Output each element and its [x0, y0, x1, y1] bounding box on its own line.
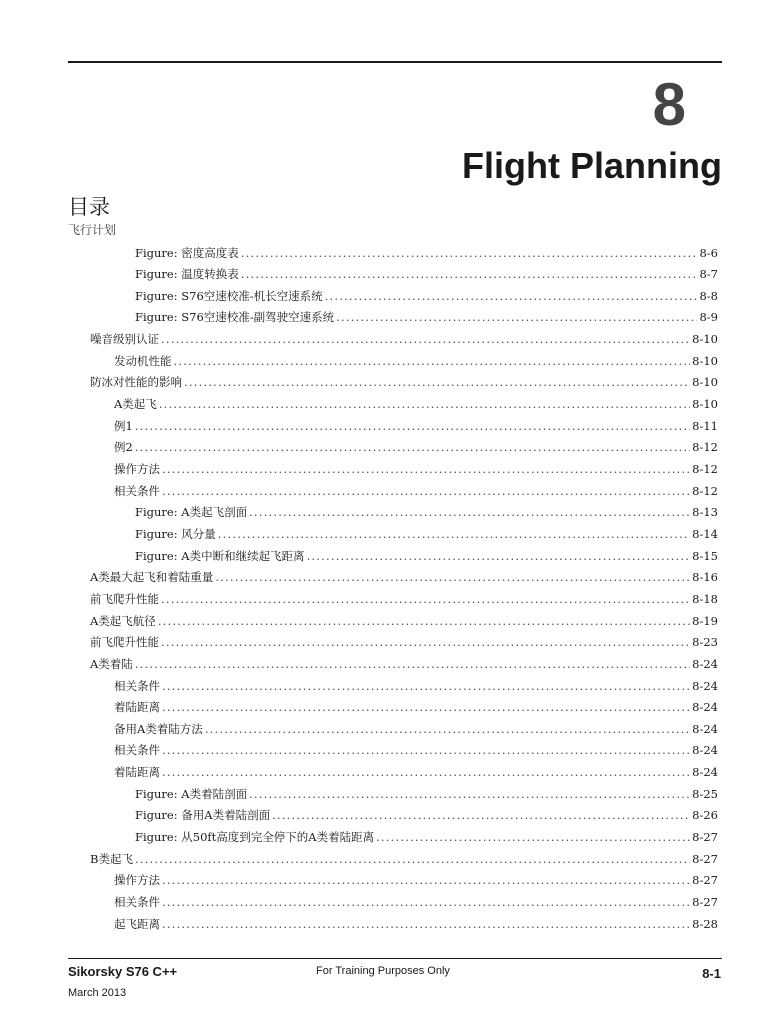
toc-entry[interactable]	[135, 307, 718, 328]
toc-leader-dots	[162, 917, 690, 931]
toc-entry-label: 相关条件	[114, 483, 160, 498]
toc-entry-label: Figure: S76空速校准-副驾驶空速系统	[135, 310, 335, 325]
toc-leader-dots	[162, 873, 690, 887]
toc-entry-label: Figure: A类着陆剖面	[135, 786, 248, 801]
toc-entry[interactable]	[135, 242, 718, 263]
toc-leader-dots	[135, 852, 690, 866]
toc-entry-label: Figure: 备用A类着陆剖面	[135, 808, 271, 823]
footer-date: March 2013	[68, 987, 127, 999]
toc-entry[interactable]	[114, 697, 718, 718]
toc-entry-page: 8-18	[692, 591, 718, 606]
toc-entry-page: 8-26	[692, 808, 718, 823]
toc-entry-label: A类最大起飞和着陆重量	[90, 570, 214, 585]
toc-entry[interactable]	[135, 783, 718, 804]
footer-notice: For Training Purposes Only	[316, 965, 450, 977]
toc-entry-label: A类起飞航径	[90, 613, 156, 628]
toc-entry[interactable]	[135, 285, 718, 306]
chapter-number: 8	[652, 71, 686, 138]
toc-entry-label: Figure: S76空速校准-机长空速系统	[135, 288, 323, 303]
toc-leader-dots	[215, 570, 690, 584]
toc-entry-label: 前飞爬升性能	[90, 591, 159, 606]
toc-leader-dots	[376, 830, 690, 844]
toc-entry-label: 相关条件	[114, 678, 160, 693]
toc-entry-page: 8-14	[692, 526, 718, 541]
toc-entry-label: B类起飞	[90, 851, 133, 866]
toc-entry-page: 8-8	[699, 288, 718, 303]
footer-rule	[68, 958, 722, 959]
toc-entry-page: 8-12	[692, 462, 718, 476]
toc-leader-dots	[162, 765, 690, 779]
toc-leader-dots	[135, 419, 690, 433]
toc-entry[interactable]	[90, 610, 718, 631]
toc-entry[interactable]	[114, 415, 718, 436]
toc-entry-page: 8-24	[692, 678, 718, 693]
toc-entry-page: 8-19	[692, 613, 718, 628]
toc-leader-dots	[174, 354, 691, 368]
toc-leader-dots	[162, 679, 690, 693]
toc-entry[interactable]	[114, 913, 718, 934]
footer-page-number: 8-1	[702, 966, 721, 981]
toc-entry-label: Figure: A类中断和继续起飞距离	[135, 548, 305, 563]
chapter-title: Flight Planning	[462, 145, 722, 186]
toc-entry-label: 相关条件	[114, 895, 160, 909]
toc-entry-page: 8-27	[692, 851, 718, 866]
toc-leader-dots	[161, 592, 690, 606]
toc-leader-dots	[336, 310, 697, 324]
toc-leader-dots	[241, 267, 698, 281]
toc-entry-label: A类着陆	[90, 656, 133, 671]
toc-entry[interactable]	[135, 805, 718, 826]
toc-entry-label: Figure: A类起飞剖面	[135, 505, 248, 520]
toc-subheading[interactable]: 飞行计划	[68, 223, 117, 237]
toc-entry[interactable]	[114, 437, 718, 458]
toc-entry-label: Figure: 温度转换表	[135, 267, 239, 282]
toc-entry-page: 8-12	[692, 440, 718, 455]
toc-entry-label: 操作方法	[114, 462, 160, 476]
toc-entry-page: 8-10	[692, 332, 718, 347]
toc-entry-page: 8-15	[692, 548, 718, 563]
toc-leader-dots	[325, 289, 698, 303]
toc-leader-dots	[135, 657, 690, 671]
toc-entry[interactable]	[135, 264, 718, 285]
toc-entry-page: 8-10	[692, 397, 718, 412]
toc-entry-page: 8-6	[699, 245, 718, 260]
toc-entry[interactable]	[114, 762, 718, 783]
toc-entry[interactable]	[114, 350, 718, 371]
toc-leader-dots	[272, 808, 690, 822]
toc-entry[interactable]	[114, 394, 718, 415]
toc-entry-label: Figure: 风分量	[135, 526, 216, 541]
toc-leader-dots	[184, 375, 690, 389]
footer-aircraft: Sikorsky S76 C++	[68, 964, 178, 979]
toc-entry[interactable]	[90, 372, 718, 393]
toc-entry-label: 着陆距离	[114, 700, 160, 715]
toc-entry[interactable]	[90, 848, 718, 869]
toc-entry-page: 8-10	[692, 353, 718, 368]
toc-entry-page: 8-10	[692, 375, 718, 390]
toc-entry-label: 备用A类着陆方法	[114, 721, 203, 736]
toc-leader-dots	[159, 397, 690, 411]
toc-entry-label: 发动机性能	[114, 353, 172, 368]
toc-entry-label: 着陆距离	[114, 765, 160, 780]
toc-entry[interactable]	[135, 523, 718, 544]
toc-leader-dots	[161, 332, 690, 346]
toc-entry-page: 8-25	[692, 786, 718, 801]
toc-entry-label: 相关条件	[114, 743, 160, 758]
toc-entry-page: 8-7	[699, 267, 718, 282]
toc-entry-label: 起飞距离	[114, 916, 160, 931]
toc-entry[interactable]	[135, 827, 718, 848]
toc-entry-label: Figure: 从50ft高度到完全停下的A类着陆距离	[135, 830, 375, 845]
toc-entry-label: Figure: 密度高度表	[135, 245, 239, 260]
toc-leader-dots	[218, 527, 690, 541]
toc-entry[interactable]	[114, 459, 718, 480]
toc-entry-page: 8-9	[699, 310, 718, 325]
toc-entry-page: 8-24	[692, 721, 718, 736]
toc-entry-page: 8-24	[692, 743, 718, 758]
toc-entry-page: 8-27	[692, 895, 718, 909]
toc-leader-dots	[162, 895, 690, 909]
toc-leader-dots	[162, 700, 690, 714]
toc-leader-dots	[249, 787, 690, 801]
toc-entry-page: 8-16	[692, 570, 718, 585]
toc-entry-page: 8-23	[692, 635, 718, 650]
toc-entry-page: 8-12	[692, 483, 718, 498]
toc-entry[interactable]	[114, 870, 718, 891]
toc-leader-dots	[161, 635, 690, 649]
toc-entry-label: 前飞爬升性能	[90, 635, 159, 650]
toc-leader-dots	[135, 440, 690, 454]
toc-leader-dots	[205, 722, 690, 736]
toc-entry-label: A类起飞	[114, 397, 157, 412]
toc-entry-page: 8-28	[692, 916, 718, 931]
toc-heading: 目录	[68, 195, 110, 219]
toc-entry-page: 8-27	[692, 873, 718, 888]
toc-entry-page: 8-11	[692, 418, 718, 433]
toc-entry[interactable]	[114, 740, 718, 761]
header-rule	[68, 61, 722, 63]
toc-entry[interactable]	[114, 480, 718, 501]
toc-entry-label: 例1	[114, 418, 133, 433]
toc-entry[interactable]	[90, 588, 718, 609]
toc-leader-dots	[162, 462, 690, 476]
toc-leader-dots	[249, 505, 690, 519]
toc-leader-dots	[162, 484, 690, 498]
toc-entry[interactable]	[114, 892, 718, 913]
toc-entry-label: 防冰对性能的影响	[90, 375, 182, 390]
toc-entry[interactable]	[114, 675, 718, 696]
toc-entry-page: 8-13	[692, 505, 718, 520]
toc-entry[interactable]	[90, 653, 718, 674]
toc-leader-dots	[158, 614, 690, 628]
toc-entry[interactable]	[90, 567, 718, 588]
toc-entry[interactable]	[135, 502, 718, 523]
toc-entry[interactable]	[90, 329, 718, 350]
toc-entry-page: 8-24	[692, 700, 718, 715]
toc-entry-page: 8-24	[692, 765, 718, 780]
toc-leader-dots	[162, 743, 690, 757]
toc-leader-dots	[241, 246, 698, 260]
toc-entry-label: 操作方法	[114, 873, 160, 888]
toc-entry[interactable]	[114, 718, 718, 739]
toc-entry[interactable]	[135, 545, 718, 566]
toc-entry-page: 8-24	[692, 656, 718, 671]
toc-leader-dots	[307, 549, 691, 563]
toc-entry-label: 噪音级别认证	[90, 332, 159, 347]
toc-entry[interactable]	[90, 632, 718, 653]
toc-entry-page: 8-27	[692, 830, 718, 845]
toc-entry-label: 例2	[114, 440, 133, 455]
